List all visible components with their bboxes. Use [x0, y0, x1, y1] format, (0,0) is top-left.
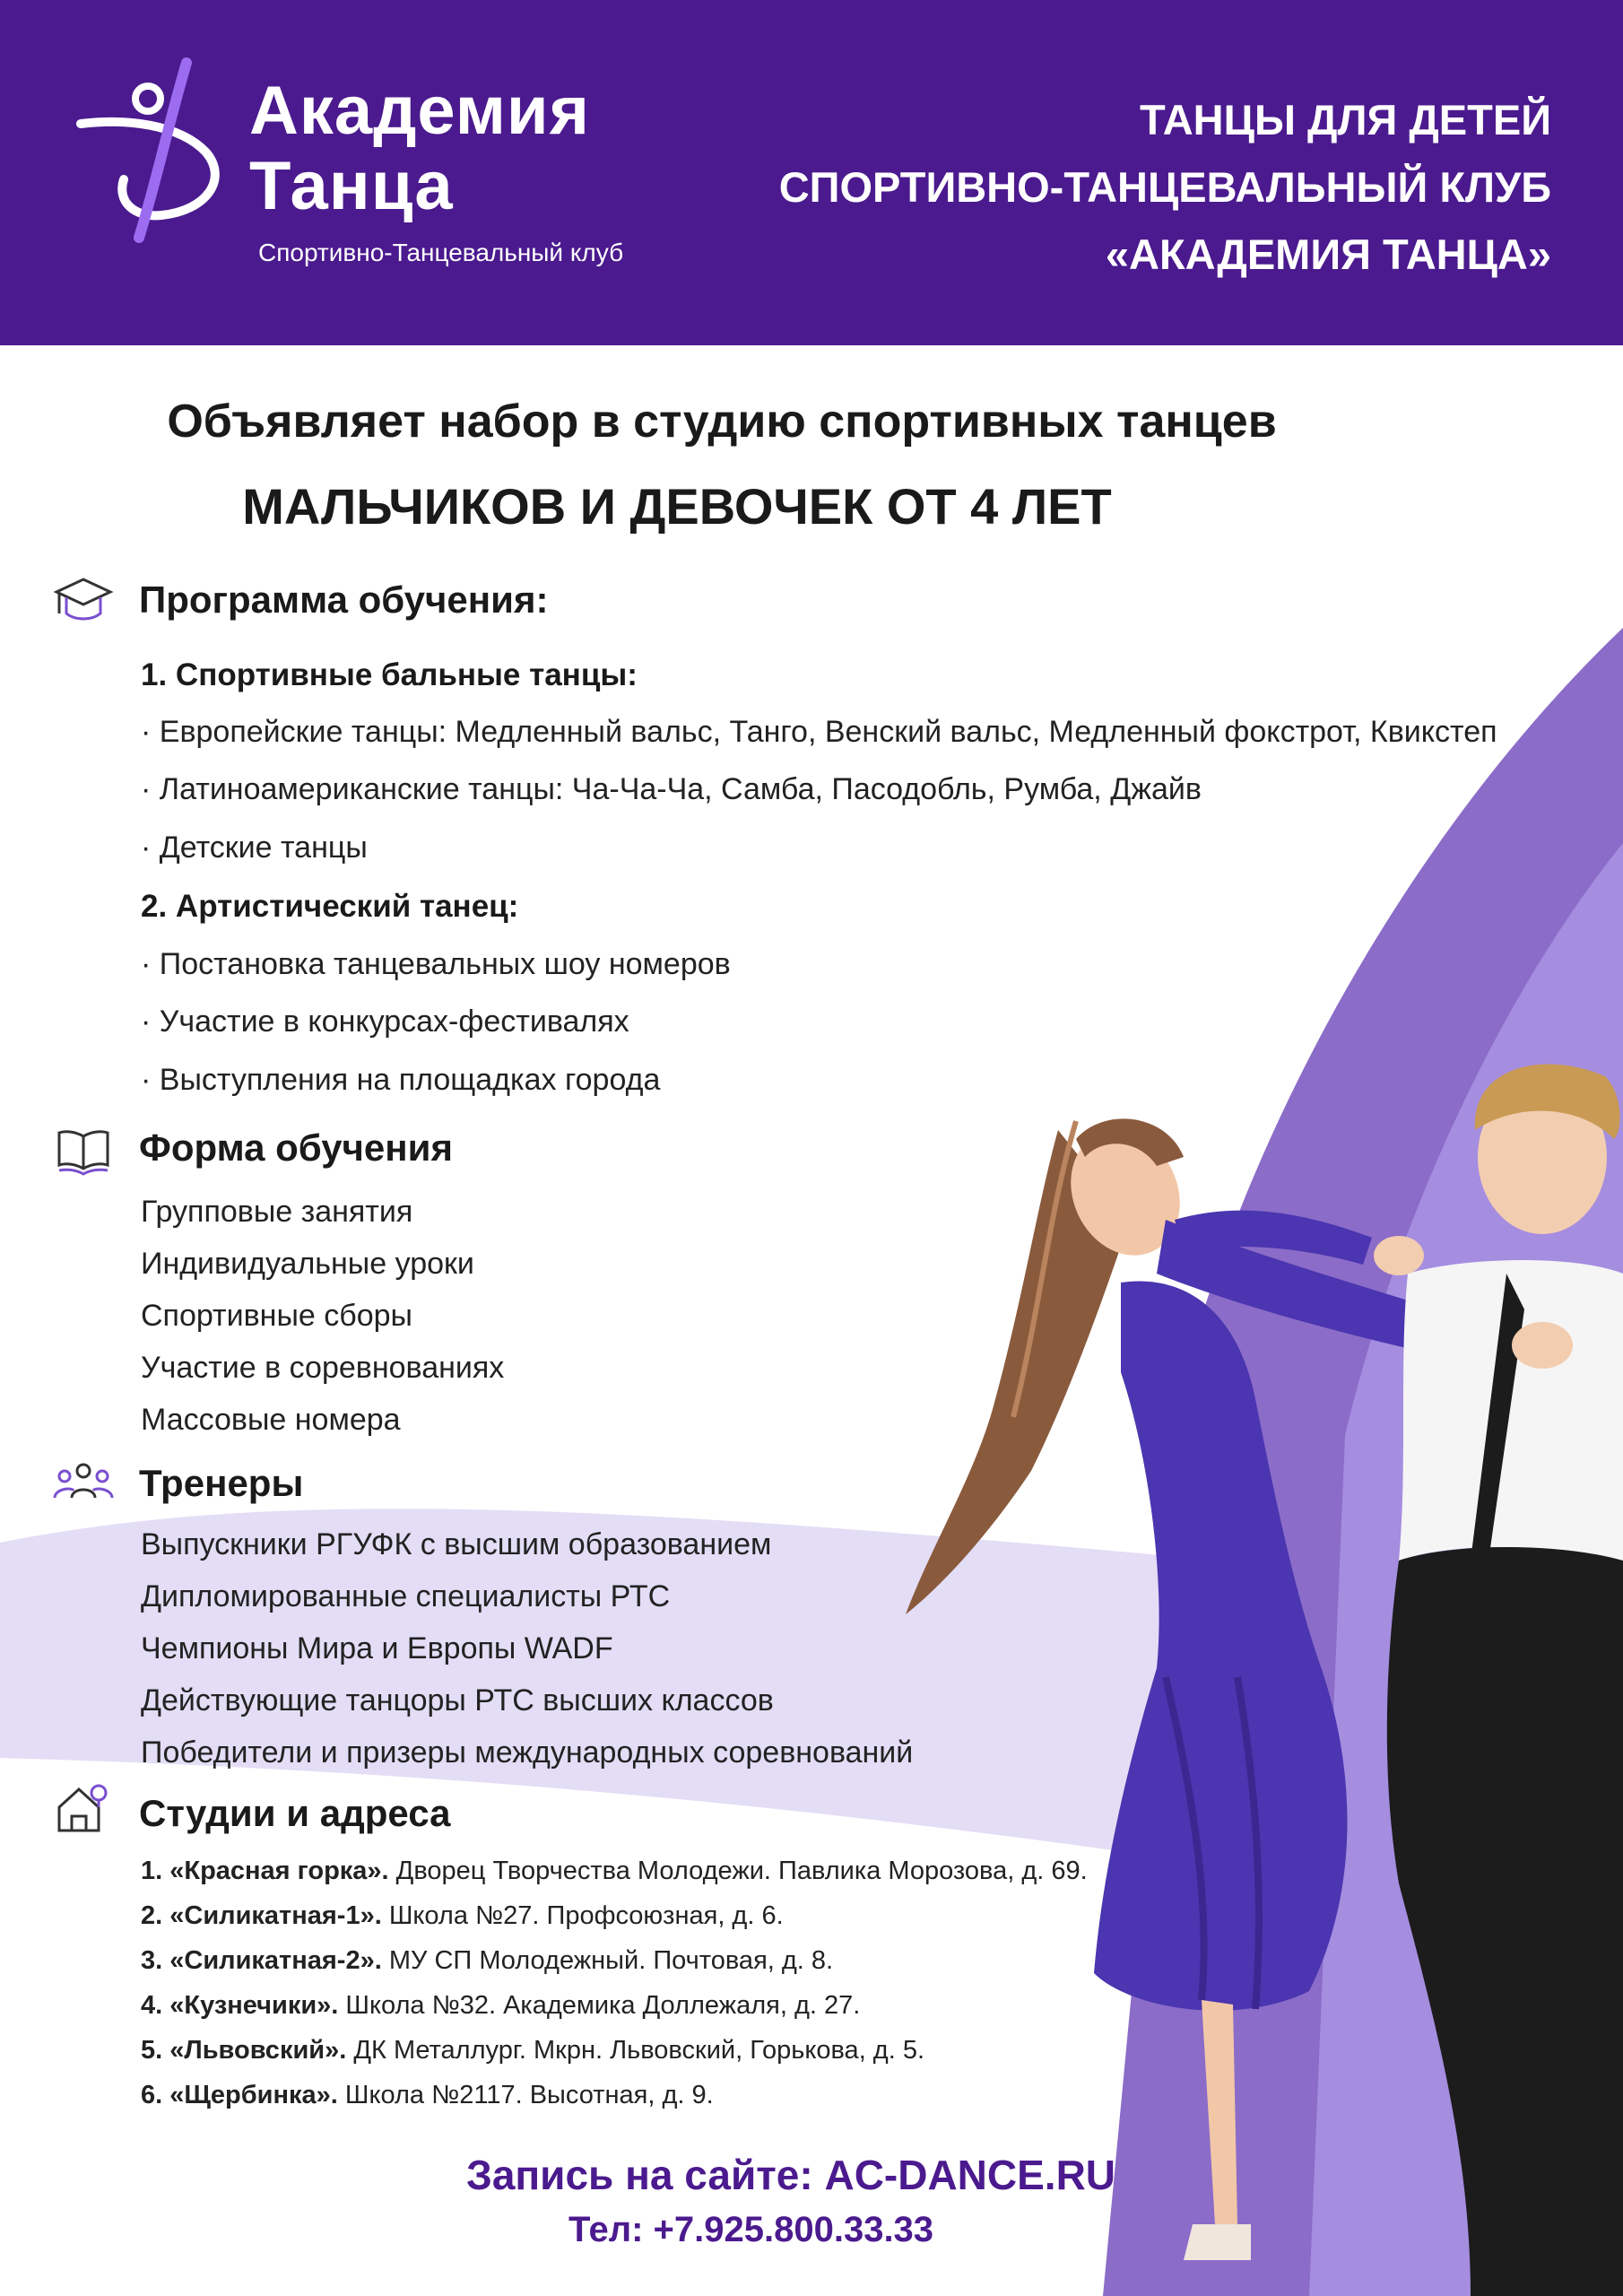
list-item: Действующие танцоры РТС высших классов [141, 1683, 774, 1718]
logo-name-line2: Танца [249, 148, 454, 224]
list-item: Массовые номера [141, 1403, 401, 1437]
girl-dress [1094, 1282, 1348, 2011]
studio-address: ДК Металлург. Мкрн. Львовский, Горькова, д. 5. [346, 2036, 925, 2065]
studio-address: Дворец Творчества Молодежи. Павлика Морозова, д. 69. [388, 1857, 1088, 1885]
list-item: Победители и призеры международных соревнований [141, 1735, 914, 1770]
list-item: · Постановка танцевальных шоу номеров [141, 947, 731, 981]
studio-name: 5. «Львовский». [141, 2036, 347, 2065]
studio-address: МУ СП Молодежный. Почтовая, д. 8. [381, 1946, 834, 1975]
list-item: · Выступления на площадках города [141, 1063, 661, 1097]
contact-phone: Тел: +7.925.800.33.33 [568, 2210, 934, 2249]
studio-name: 3. «Силикатная-2». [141, 1946, 382, 1975]
studios-title: Студии и адреса [139, 1792, 451, 1834]
studio-name: 6. «Щербинка». [141, 2081, 338, 2109]
list-item: Спортивные сборы [141, 1299, 412, 1333]
intro-announcement: Объявляет набор в студию спортивных танцев [167, 396, 1277, 448]
studio-address: Школа №32. Академика Доллежаля, д. 27. [338, 1991, 861, 2020]
list-item: Индивидуальные уроки [141, 1247, 474, 1281]
program-group1-title: 1. Спортивные бальные танцы: [141, 657, 638, 692]
studio-address: Школа №2117. Высотная, д. 9. [337, 2081, 714, 2109]
intro-age-group: МАЛЬЧИКОВ И ДЕВОЧЕК ОТ 4 ЛЕТ [242, 478, 1112, 535]
logo-name-line1: Академия [249, 73, 590, 149]
studio-name: 2. «Силикатная-1». [141, 1901, 382, 1930]
list-item: Групповые занятия [141, 1195, 413, 1229]
header-line2: СПОРТИВНО-ТАНЦЕВАЛЬНЫЙ КЛУБ [778, 163, 1551, 211]
program-group2-title: 2. Артистический танец: [141, 889, 519, 924]
studio-name: 4. «Кузнечики». [141, 1991, 339, 2020]
trainers-title: Тренеры [139, 1462, 304, 1504]
list-item: · Участие в конкурсах-фестивалях [141, 1004, 629, 1039]
header-line1: ТАНЦЫ ДЛЯ ДЕТЕЙ [1139, 96, 1551, 144]
list-item: Чемпионы Мира и Европы WADF [141, 1631, 613, 1665]
list-item: Выпускники РГУФК с высшим образованием [141, 1527, 772, 1561]
list-item: · Латиноамериканские танцы: Ча-Ча-Ча, Самба, Пасодобль, Румба, Джайв [141, 772, 1202, 806]
list-item: · Европейские танцы: Медленный вальс, Танго, Венский вальс, Медленный фокстрот, Квикстеп [141, 715, 1497, 749]
studio-address: Школа №27. Профсоюзная, д. 6. [381, 1901, 784, 1930]
signup-website: Запись на сайте: AC-DANCE.RU [466, 2152, 1116, 2198]
form-title: Форма обучения [139, 1126, 453, 1169]
list-item: Участие в соревнованиях [141, 1351, 505, 1385]
list-item: Дипломированные специалисты РТС [141, 1579, 671, 1613]
boy-trousers [1387, 1547, 1623, 2296]
studio-name: 1. «Красная горка». [141, 1857, 389, 1885]
program-title: Программа обучения: [139, 578, 549, 621]
list-item: · Детские танцы [141, 831, 368, 865]
logo-subtitle: Спортивно-Танцевальный клуб [258, 239, 624, 266]
header-line3: «АКАДЕМИЯ ТАНЦА» [1105, 230, 1551, 278]
